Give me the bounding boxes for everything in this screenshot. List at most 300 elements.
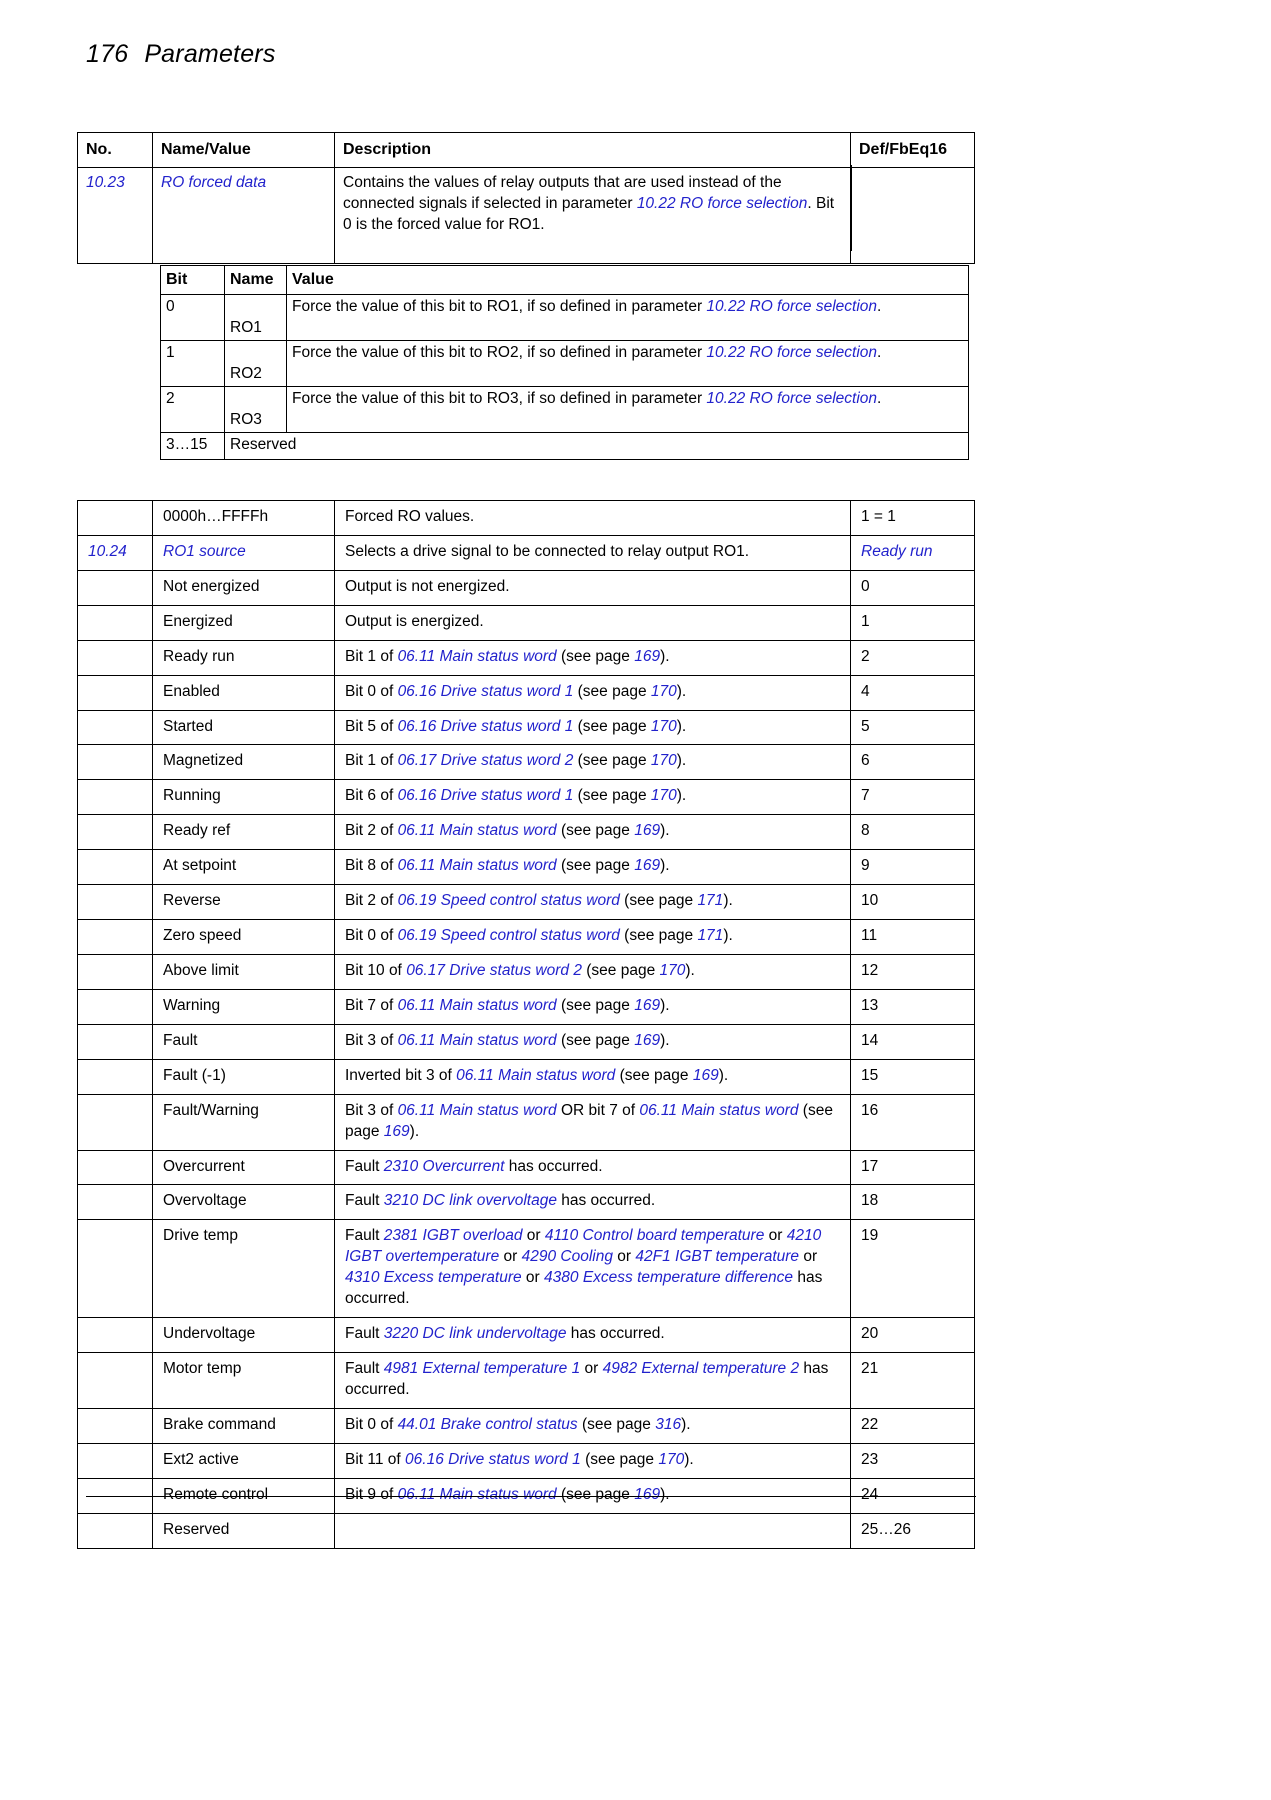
- enum-name: Reverse: [153, 885, 335, 920]
- text-run: Inverted bit 3 of: [345, 1066, 457, 1084]
- enum-name: Ext2 active: [153, 1443, 335, 1478]
- table-row: [78, 920, 975, 955]
- table-row-parameter-10-24: [78, 535, 975, 570]
- enum-def-value: 1: [851, 605, 975, 640]
- table-row: [78, 1059, 975, 1094]
- bit-index-reserved: 3…15: [161, 433, 225, 459]
- cross-ref[interactable]: 06.16 Drive status word 1: [397, 682, 574, 700]
- text-run: ).: [684, 1450, 694, 1468]
- table-row: [78, 1318, 975, 1353]
- text-run: or: [799, 1248, 818, 1266]
- parameter-table-10-23: [77, 132, 975, 264]
- page-ref[interactable]: 170: [650, 717, 677, 735]
- enum-description: [335, 1352, 851, 1408]
- enum-description: [335, 1443, 851, 1478]
- enum-no: [78, 1059, 153, 1094]
- enum-name: Not energized: [153, 570, 335, 605]
- enum-def-value: 7: [851, 780, 975, 815]
- text-run: (see page: [556, 857, 635, 875]
- text-run: (see page: [556, 996, 635, 1014]
- table-row: [78, 1094, 975, 1150]
- table-row: [161, 295, 969, 341]
- enum-name: Fault/Warning: [153, 1094, 335, 1150]
- page-ref[interactable]: 170: [650, 752, 677, 770]
- text-run: OR bit 7 of: [556, 1101, 640, 1119]
- cross-ref[interactable]: 3220 DC link undervoltage: [383, 1325, 567, 1343]
- enum-description: [335, 989, 851, 1024]
- text-run: Fault: [345, 1325, 384, 1343]
- table-row: [78, 1352, 975, 1408]
- page-ref[interactable]: 169: [383, 1122, 410, 1140]
- enum-table-body: [78, 501, 975, 1549]
- page-ref[interactable]: 170: [650, 682, 677, 700]
- enum-no: [78, 954, 153, 989]
- enum-no: [78, 1150, 153, 1185]
- page-ref[interactable]: 169: [634, 647, 661, 665]
- enum-name: Remote control: [153, 1478, 335, 1513]
- enum-def-value: 5: [851, 710, 975, 745]
- text-run: has occurred.: [345, 1269, 823, 1308]
- cross-ref[interactable]: 4290 Cooling: [521, 1248, 613, 1266]
- enum-no: [78, 1094, 153, 1150]
- range-description: Forced RO values.: [335, 501, 851, 536]
- parameter-table-10-24: [77, 500, 975, 1549]
- cross-ref[interactable]: 4380 Excess temperature difference: [544, 1269, 794, 1287]
- param-number-text: 10.23: [86, 174, 125, 192]
- text-run: (see page: [615, 1066, 693, 1084]
- enum-description: [335, 1185, 851, 1220]
- enum-def-value: 11: [851, 920, 975, 955]
- text-run: (see page: [556, 1485, 635, 1503]
- enum-description: [335, 570, 851, 605]
- param-number: [78, 535, 153, 570]
- page-ref[interactable]: 169: [634, 857, 661, 875]
- enum-description: [335, 605, 851, 640]
- enum-description: [335, 780, 851, 815]
- bit-table-header-row: [161, 266, 969, 295]
- table-row: [78, 1408, 975, 1443]
- text-run: or: [499, 1248, 522, 1266]
- text-run: or: [580, 1359, 603, 1377]
- bit-column-header-value: Value: [287, 266, 969, 295]
- enum-def-value: 14: [851, 1024, 975, 1059]
- enum-no: [78, 885, 153, 920]
- enum-no: [78, 1443, 153, 1478]
- enum-def-value: 16: [851, 1094, 975, 1150]
- enum-name: Magnetized: [153, 745, 335, 780]
- enum-name: Started: [153, 710, 335, 745]
- enum-no: [78, 1220, 153, 1318]
- column-header-desc: Description: [335, 133, 851, 168]
- text-run: Bit 7 of: [345, 996, 398, 1014]
- text-run: (see page: [619, 927, 698, 945]
- param-number: [78, 168, 153, 264]
- enum-name: Fault: [153, 1024, 335, 1059]
- text-run: (see page: [345, 1101, 833, 1140]
- param-description: Selects a drive signal to be connected to relay output RO1.: [335, 535, 851, 570]
- text-run: ).: [681, 1415, 691, 1433]
- text-run: Bit 9 of: [345, 1485, 398, 1503]
- bit-value: [287, 387, 969, 433]
- table-row: [78, 780, 975, 815]
- text-run: has occurred.: [345, 1359, 829, 1398]
- enum-def-value: 18: [851, 1185, 975, 1220]
- cross-ref[interactable]: 06.19 Speed control status word: [397, 927, 620, 945]
- table-row-reserved: [161, 433, 969, 459]
- cross-ref[interactable]: 06.11 Main status word: [397, 1101, 557, 1119]
- enum-no: [78, 1024, 153, 1059]
- page-ref[interactable]: 169: [634, 822, 661, 840]
- page-ref[interactable]: 170: [658, 1450, 685, 1468]
- enum-description: [335, 885, 851, 920]
- table-row: [78, 815, 975, 850]
- table-row: [78, 745, 975, 780]
- param-def-value: [851, 535, 975, 570]
- section-title: Parameters: [144, 40, 276, 68]
- enum-def-value: 20: [851, 1318, 975, 1353]
- enum-description: [335, 640, 851, 675]
- text-run: Bit 8 of: [345, 857, 398, 875]
- table-row: [161, 341, 969, 387]
- page-ref[interactable]: 171: [697, 892, 724, 910]
- text-run: Output is not energized.: [345, 577, 510, 595]
- enum-name: Undervoltage: [153, 1318, 335, 1353]
- enum-description: [335, 1024, 851, 1059]
- enum-name: Zero speed: [153, 920, 335, 955]
- desc-text-2: . Bit 0 is the forced value for RO1.: [343, 195, 835, 233]
- text-run: (see page: [573, 682, 651, 700]
- cross-ref[interactable]: 4982 External temperature 2: [602, 1359, 800, 1377]
- bit-column-header-bit: Bit: [161, 266, 225, 295]
- bit-value: [287, 341, 969, 387]
- column-header-name: Name/Value: [153, 133, 335, 168]
- page-ref[interactable]: 316: [655, 1415, 682, 1433]
- cross-ref[interactable]: 4110 Control board temperature: [544, 1227, 765, 1245]
- enum-description: [335, 1220, 851, 1318]
- enum-def-value: 0: [851, 570, 975, 605]
- table-row: [161, 387, 969, 433]
- text-run: (see page: [581, 961, 660, 979]
- footer-rule: [86, 1496, 976, 1497]
- bit-column-header-name: Name: [225, 266, 287, 295]
- enum-description: [335, 1513, 851, 1548]
- column-header-def: Def/FbEq16: [851, 133, 975, 168]
- cross-ref[interactable]: 2381 IGBT overload: [383, 1227, 523, 1245]
- table-row: [78, 1024, 975, 1059]
- column-header-no: No.: [78, 133, 153, 168]
- bit-value-text-pre: Force the value of this bit to RO2, if so defined in parameter: [292, 344, 707, 362]
- cross-ref[interactable]: 06.17 Drive status word 2: [397, 752, 574, 770]
- text-run: (see page: [619, 892, 698, 910]
- text-run: Bit 6 of: [345, 787, 398, 805]
- bit-value-cross-ref[interactable]: 10.22 RO force selection: [706, 390, 877, 408]
- bit-table-body: [161, 295, 969, 459]
- enum-def-value: 23: [851, 1443, 975, 1478]
- text-run: ).: [660, 1485, 670, 1503]
- enum-name: Fault (-1): [153, 1059, 335, 1094]
- enum-no: [78, 570, 153, 605]
- enum-name: Energized: [153, 605, 335, 640]
- cross-ref[interactable]: 06.16 Drive status word 1: [405, 1450, 581, 1468]
- enum-name: Warning: [153, 989, 335, 1024]
- text-run: Bit 5 of: [345, 717, 398, 735]
- enum-def-value: 13: [851, 989, 975, 1024]
- enum-description: [335, 920, 851, 955]
- bit-reserved-label: Reserved: [225, 433, 969, 459]
- table-row: [78, 1220, 975, 1318]
- enum-def-value: 2: [851, 640, 975, 675]
- bit-value-cross-ref[interactable]: 10.22 RO force selection: [706, 298, 877, 316]
- text-run: Bit 0 of: [345, 682, 398, 700]
- text-run: has occurred.: [556, 1192, 656, 1210]
- text-run: ).: [660, 822, 670, 840]
- text-run: (see page: [573, 752, 651, 770]
- text-run: or: [764, 1227, 787, 1245]
- table-row-parameter-10-23: [78, 168, 975, 264]
- cross-ref[interactable]: 44.01 Brake control status: [397, 1415, 578, 1433]
- enum-name: Ready run: [153, 640, 335, 675]
- cross-ref[interactable]: 06.19 Speed control status word: [397, 892, 620, 910]
- text-run: or: [521, 1269, 545, 1287]
- text-run: ).: [660, 857, 670, 875]
- enum-name: Overcurrent: [153, 1150, 335, 1185]
- enum-no: [78, 745, 153, 780]
- enum-name: Overvoltage: [153, 1185, 335, 1220]
- enum-no: [78, 1318, 153, 1353]
- table-row: [78, 710, 975, 745]
- table-row: [78, 1443, 975, 1478]
- text-run: Bit 3 of: [345, 1031, 398, 1049]
- text-run: Bit 1 of: [345, 752, 398, 770]
- text-run: Bit 10 of: [345, 961, 407, 979]
- bit-value-text-post: .: [877, 390, 882, 408]
- enum-def-value: 8: [851, 815, 975, 850]
- bit-table-container: [160, 265, 968, 460]
- enum-no: [78, 780, 153, 815]
- enum-name: Ready ref: [153, 815, 335, 850]
- bit-name: RO3: [225, 387, 287, 433]
- cross-ref[interactable]: 4981 External temperature 1: [383, 1359, 581, 1377]
- bit-value-text-pre: Force the value of this bit to RO3, if so defined in parameter: [292, 390, 707, 408]
- table-row: [78, 675, 975, 710]
- table-row: [78, 954, 975, 989]
- enum-no: [78, 1513, 153, 1548]
- cross-ref[interactable]: 42F1 IGBT temperature: [635, 1248, 800, 1266]
- enum-name: Enabled: [153, 675, 335, 710]
- table-row: [78, 885, 975, 920]
- text-run: ).: [676, 682, 687, 700]
- enum-def-value: 12: [851, 954, 975, 989]
- param-def-value: [851, 168, 975, 264]
- table-row: [78, 605, 975, 640]
- enum-no: [78, 675, 153, 710]
- text-run: Bit 0 of: [345, 1415, 398, 1433]
- enum-description: [335, 1059, 851, 1094]
- cross-ref[interactable]: 06.11 Main status word: [397, 822, 557, 840]
- text-run: ).: [409, 1122, 420, 1140]
- page-ref[interactable]: 169: [634, 1031, 661, 1049]
- table-row: [78, 850, 975, 885]
- enum-def-value: 9: [851, 850, 975, 885]
- column-divider-stub: [851, 165, 852, 251]
- text-run: ).: [676, 717, 687, 735]
- enum-no: [78, 1352, 153, 1408]
- enum-description: [335, 1408, 851, 1443]
- enum-description: [335, 745, 851, 780]
- table-row: [78, 570, 975, 605]
- param-description: [335, 168, 851, 264]
- text-run: has occurred.: [566, 1325, 665, 1343]
- param-name: [153, 168, 335, 264]
- cross-ref[interactable]: 06.16 Drive status word 1: [397, 787, 574, 805]
- page-header: [86, 40, 276, 69]
- bit-name: RO2: [225, 341, 287, 387]
- enum-no: [78, 1185, 153, 1220]
- cross-ref[interactable]: 06.11 Main status word: [639, 1101, 799, 1119]
- cross-ref[interactable]: 4210 IGBT overtemperature: [345, 1227, 822, 1266]
- page-number: 176: [86, 40, 129, 68]
- table-header-row: [78, 133, 975, 168]
- enum-description: [335, 1318, 851, 1353]
- range-no: [78, 501, 153, 536]
- table-row: [78, 1185, 975, 1220]
- cross-ref[interactable]: 06.17 Drive status word 2: [406, 961, 582, 979]
- desc-text-1: Contains the values of relay outputs that are used instead of the connected signals if selected in parameter: [343, 174, 782, 213]
- text-run: Fault: [345, 1192, 384, 1210]
- table-row: [78, 1150, 975, 1185]
- enum-def-value: 4: [851, 675, 975, 710]
- bit-index: 1: [161, 341, 225, 387]
- table-row: [78, 989, 975, 1024]
- bit-value-cross-ref[interactable]: 10.22 RO force selection: [706, 344, 877, 362]
- enum-def-value: 25…26: [851, 1513, 975, 1548]
- range-name: 0000h…FFFFh: [153, 501, 335, 536]
- enum-name: Drive temp: [153, 1220, 335, 1318]
- cross-ref[interactable]: 06.11 Main status word: [397, 996, 557, 1014]
- enum-description: [335, 675, 851, 710]
- enum-description: [335, 954, 851, 989]
- enum-description: [335, 850, 851, 885]
- text-run: or: [612, 1248, 636, 1266]
- desc-cross-ref[interactable]: 10.22 RO force selection: [636, 195, 808, 213]
- bit-index: 2: [161, 387, 225, 433]
- range-def: 1 = 1: [851, 501, 975, 536]
- enum-name: Running: [153, 780, 335, 815]
- bit-value-text-pre: Force the value of this bit to RO1, if so defined in parameter: [292, 298, 707, 316]
- enum-no: [78, 640, 153, 675]
- param-name-text: RO1 source: [163, 542, 246, 560]
- enum-no: [78, 850, 153, 885]
- enum-no: [78, 989, 153, 1024]
- enum-description: [335, 1094, 851, 1150]
- bit-value: [287, 295, 969, 341]
- text-run: Fault: [345, 1227, 384, 1245]
- page-ref[interactable]: 170: [659, 961, 686, 979]
- enum-description: [335, 815, 851, 850]
- enum-def-value: 19: [851, 1220, 975, 1318]
- enum-def-value: 6: [851, 745, 975, 780]
- bit-value-text-post: .: [877, 344, 882, 362]
- text-run: or: [522, 1227, 545, 1245]
- cross-ref[interactable]: 4310 Excess temperature: [345, 1269, 522, 1287]
- param-name: [153, 535, 335, 570]
- enum-no: [78, 1408, 153, 1443]
- text-run: ).: [660, 1031, 670, 1049]
- cross-ref[interactable]: 06.11 Main status word: [397, 1485, 557, 1503]
- enum-def-value: 22: [851, 1408, 975, 1443]
- cross-ref[interactable]: 3210 DC link overvoltage: [383, 1192, 557, 1210]
- text-run: Bit 2 of: [345, 822, 398, 840]
- cross-ref[interactable]: 06.16 Drive status word 1: [397, 717, 574, 735]
- text-run: ).: [660, 647, 670, 665]
- text-run: ).: [723, 892, 733, 910]
- page-ref[interactable]: 170: [650, 787, 677, 805]
- enum-def-value: 24: [851, 1478, 975, 1513]
- enum-def-value: 10: [851, 885, 975, 920]
- cross-ref[interactable]: 06.11 Main status word: [397, 857, 557, 875]
- enum-name: At setpoint: [153, 850, 335, 885]
- text-run: ).: [660, 996, 670, 1014]
- text-run: Bit 2 of: [345, 892, 398, 910]
- enum-name: Above limit: [153, 954, 335, 989]
- enum-name: Brake command: [153, 1408, 335, 1443]
- text-run: Bit 11 of: [345, 1450, 406, 1468]
- enum-no: [78, 605, 153, 640]
- table-row: [78, 640, 975, 675]
- text-run: (see page: [580, 1450, 659, 1468]
- table-row-range: [78, 501, 975, 536]
- text-run: (see page: [556, 822, 635, 840]
- cross-ref[interactable]: 06.11 Main status word: [456, 1066, 616, 1084]
- cross-ref[interactable]: 06.11 Main status word: [397, 1031, 557, 1049]
- enum-description: [335, 710, 851, 745]
- text-run: ).: [718, 1066, 729, 1084]
- param-def-text: Ready run: [861, 542, 933, 560]
- text-run: Fault: [345, 1157, 384, 1175]
- text-run: Fault: [345, 1359, 384, 1377]
- enum-name: Reserved: [153, 1513, 335, 1548]
- param-name-text: RO forced data: [161, 174, 267, 192]
- bit-definition-table: [160, 265, 969, 460]
- bit-value-text-post: .: [877, 298, 882, 316]
- enum-description: [335, 1150, 851, 1185]
- enum-no: [78, 815, 153, 850]
- text-run: Bit 1 of: [345, 647, 398, 665]
- enum-def-value: 17: [851, 1150, 975, 1185]
- text-run: (see page: [556, 1031, 635, 1049]
- cross-ref[interactable]: 06.11 Main status word: [397, 647, 557, 665]
- enum-def-value: 15: [851, 1059, 975, 1094]
- page-ref[interactable]: 169: [634, 996, 661, 1014]
- page-ref[interactable]: 169: [634, 1485, 661, 1503]
- text-run: (see page: [573, 717, 651, 735]
- enum-def-value: 21: [851, 1352, 975, 1408]
- page-ref[interactable]: 171: [697, 927, 724, 945]
- cross-ref[interactable]: 2310 Overcurrent: [383, 1157, 505, 1175]
- text-run: Bit 0 of: [345, 927, 398, 945]
- text-run: ).: [676, 787, 687, 805]
- text-run: has occurred.: [504, 1157, 603, 1175]
- text-run: Bit 3 of: [345, 1101, 398, 1119]
- page-ref[interactable]: 169: [692, 1066, 719, 1084]
- text-run: ).: [685, 961, 695, 979]
- text-run: ).: [676, 752, 687, 770]
- text-run: (see page: [556, 647, 635, 665]
- text-run: (see page: [577, 1415, 656, 1433]
- table-row: [78, 1513, 975, 1548]
- enum-no: [78, 920, 153, 955]
- bit-index: 0: [161, 295, 225, 341]
